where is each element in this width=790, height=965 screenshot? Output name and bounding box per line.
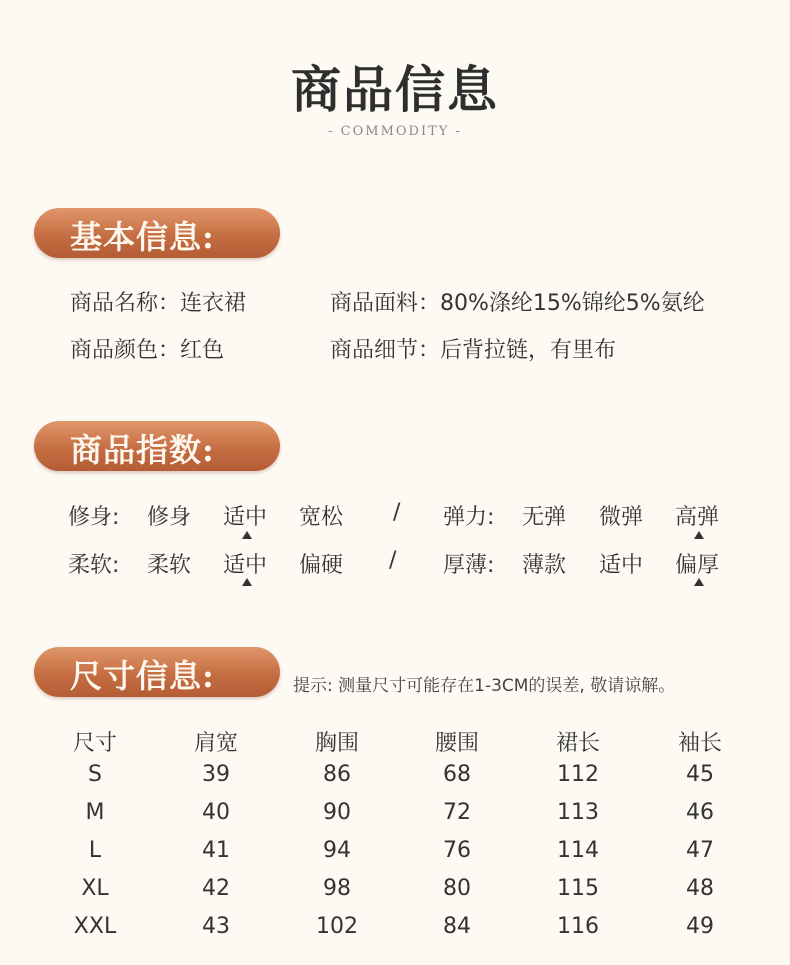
size-cell-size: S xyxy=(88,762,102,787)
size-cell-sleeve: 46 xyxy=(686,800,714,825)
size-col-header-length: 裙长 xyxy=(555,731,600,756)
size-cell-sleeve: 49 xyxy=(686,914,714,939)
size-cell-shoulder: 41 xyxy=(202,838,230,863)
size-cell-length: 113 xyxy=(557,800,599,825)
size-col-header-size: 尺寸 xyxy=(72,731,117,756)
elasticity-option: 微弹 xyxy=(599,505,644,530)
fit-option: 修身 xyxy=(147,505,192,530)
selected-marker-icon xyxy=(694,531,704,539)
page-subtitle: - COMMODITY - xyxy=(328,124,462,139)
size-cell-waist: 76 xyxy=(443,838,471,863)
selected-marker-icon xyxy=(242,578,252,586)
size-col-header-bust: 胸围 xyxy=(314,731,359,756)
size-cell-bust: 90 xyxy=(323,800,351,825)
size-cell-size: XXL xyxy=(73,914,117,939)
size-cell-bust: 98 xyxy=(323,876,351,901)
index-heading-pill xyxy=(34,421,280,471)
softness-label: 柔软: xyxy=(68,553,120,578)
size-heading: 尺寸信息: xyxy=(70,657,215,695)
selected-marker-icon xyxy=(242,531,252,539)
elasticity-option: 无弹 xyxy=(522,505,567,530)
thickness-label: 厚薄: xyxy=(443,553,495,578)
size-heading-pill xyxy=(34,647,280,697)
size-hint: 提示: 测量尺寸可能存在1-3CM的误差, 敬请谅解。 xyxy=(293,676,676,696)
page-title: 商品信息 xyxy=(291,60,499,119)
size-cell-length: 112 xyxy=(557,762,599,787)
size-cell-waist: 72 xyxy=(443,800,471,825)
index-heading: 商品指数: xyxy=(70,431,215,469)
elasticity-option: 高弹 xyxy=(675,505,720,530)
size-col-header-waist: 腰围 xyxy=(434,731,479,756)
size-cell-waist: 68 xyxy=(443,762,471,787)
elasticity-label: 弹力: xyxy=(443,505,495,530)
size-col-header-sleeve: 袖长 xyxy=(677,731,722,756)
basic-info-heading: 基本信息: xyxy=(70,218,215,256)
product-fabric: 商品面料：80%涤纶15%锦纶5%氨纶 xyxy=(330,291,705,316)
basic-info-heading-pill xyxy=(34,208,280,258)
size-col-header-shoulder: 肩宽 xyxy=(193,731,238,756)
product-detail: 商品细节：后背拉链，有里布 xyxy=(330,338,617,363)
size-cell-waist: 84 xyxy=(443,914,471,939)
size-cell-sleeve: 48 xyxy=(686,876,714,901)
size-cell-shoulder: 42 xyxy=(202,876,230,901)
product-color: 商品颜色：红色 xyxy=(70,338,225,363)
size-cell-size: L xyxy=(88,838,102,863)
size-cell-sleeve: 47 xyxy=(686,838,714,863)
product-name: 商品名称：连衣裙 xyxy=(70,291,247,316)
thickness-option: 适中 xyxy=(599,553,644,578)
size-cell-sleeve: 45 xyxy=(686,762,714,787)
thickness-option: 薄款 xyxy=(522,553,567,578)
softness-option: 适中 xyxy=(223,553,268,578)
size-cell-length: 115 xyxy=(557,876,599,901)
selected-marker-icon xyxy=(694,578,704,586)
size-cell-length: 116 xyxy=(557,914,599,939)
size-cell-shoulder: 43 xyxy=(202,914,230,939)
size-cell-bust: 86 xyxy=(323,762,351,787)
fit-option: 适中 xyxy=(223,505,268,530)
fit-option: 宽松 xyxy=(299,505,344,530)
softness-option: 偏硬 xyxy=(299,553,344,578)
size-cell-bust: 102 xyxy=(316,914,358,939)
size-cell-length: 114 xyxy=(557,838,599,863)
thickness-option: 偏厚 xyxy=(675,553,720,578)
size-cell-waist: 80 xyxy=(443,876,471,901)
fit-label: 修身: xyxy=(68,505,120,530)
index-separator: / xyxy=(393,500,401,525)
softness-option: 柔软 xyxy=(147,553,192,578)
size-cell-bust: 94 xyxy=(323,838,351,863)
size-cell-shoulder: 39 xyxy=(202,762,230,787)
index-separator: / xyxy=(389,548,397,573)
size-cell-shoulder: 40 xyxy=(202,800,230,825)
size-cell-size: XL xyxy=(81,876,109,901)
size-cell-size: M xyxy=(85,800,105,825)
